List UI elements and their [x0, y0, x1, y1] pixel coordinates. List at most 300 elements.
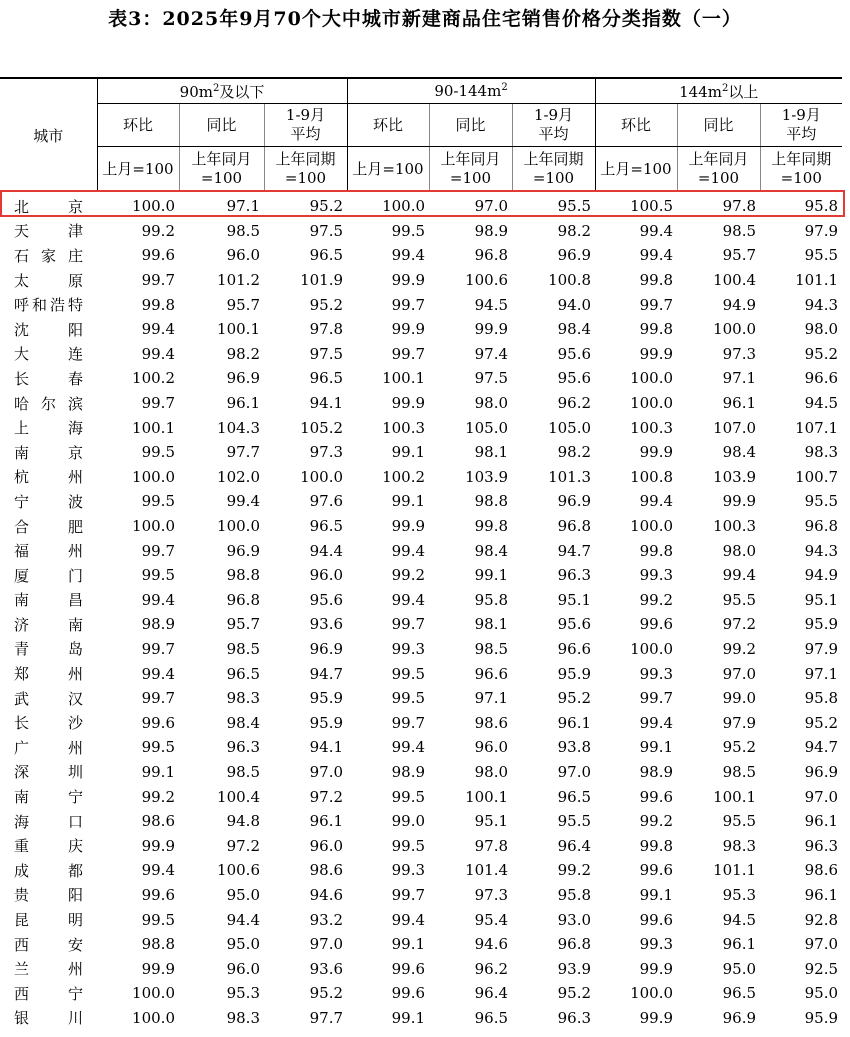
city-name: 太 原	[14, 271, 83, 290]
index-value: 97.0	[804, 935, 839, 954]
index-value: 100.1	[465, 787, 509, 806]
city-name: 贵 阳	[14, 886, 83, 905]
index-value: 95.6	[309, 590, 344, 609]
index-value: 97.9	[804, 221, 839, 240]
city-name: 呼 和 浩 特	[14, 296, 83, 315]
index-value: 96.1	[804, 812, 839, 831]
index-value: 98.3	[804, 443, 839, 462]
index-value: 105.0	[548, 418, 592, 437]
index-value: 95.9	[804, 615, 839, 634]
index-value: 94.1	[309, 394, 344, 413]
index-value: 94.4	[226, 910, 260, 929]
index-value: 99.7	[391, 295, 426, 314]
table-row	[0, 710, 842, 735]
index-value: 95.5	[722, 812, 757, 831]
index-value: 100.5	[630, 197, 674, 216]
index-value: 95.3	[722, 885, 757, 904]
index-value: 96.8	[557, 935, 592, 954]
index-value: 97.9	[722, 713, 757, 732]
col-header-yoy: 同比	[179, 104, 264, 147]
table-row	[0, 833, 842, 858]
table-row	[0, 489, 842, 514]
table-row	[0, 612, 842, 637]
table-row	[0, 292, 842, 317]
table-row	[0, 735, 842, 760]
index-value: 94.6	[474, 935, 509, 954]
index-value: 99.9	[391, 394, 426, 413]
index-value: 98.8	[141, 935, 175, 954]
index-value: 101.3	[548, 467, 592, 486]
index-value: 99.1	[391, 443, 426, 462]
index-value: 99.4	[391, 738, 426, 757]
index-value: 100.0	[630, 984, 674, 1003]
index-value: 94.5	[804, 394, 839, 413]
index-value: 95.7	[722, 246, 757, 265]
index-value: 101.4	[465, 861, 509, 880]
city-name: 济 南	[14, 615, 83, 634]
index-value: 93.2	[309, 910, 344, 929]
index-value: 96.3	[557, 566, 592, 585]
index-value: 100.6	[465, 271, 509, 290]
index-value: 100.0	[217, 517, 260, 536]
index-value: 99.9	[141, 836, 175, 855]
index-value: 101.1	[713, 861, 757, 880]
index-value: 100.0	[630, 639, 674, 658]
table-row	[0, 588, 842, 613]
index-value: 99.7	[141, 271, 175, 290]
group-header-144-above: $144m^2$以上	[595, 78, 842, 104]
index-value: 99.4	[141, 590, 175, 609]
index-value: 95.5	[804, 492, 839, 511]
index-value: 98.8	[474, 492, 509, 511]
col-base-yoy: 上年同月=100	[677, 147, 760, 192]
index-value: 107.0	[713, 418, 757, 437]
table-row	[0, 219, 842, 244]
index-value: 96.0	[474, 738, 509, 757]
index-value: 97.3	[309, 443, 344, 462]
table-row	[0, 538, 842, 563]
index-value: 99.8	[474, 517, 509, 536]
index-value: 97.7	[309, 1008, 344, 1027]
index-value: 95.6	[557, 344, 592, 363]
index-value: 99.4	[722, 566, 757, 585]
index-value: 98.2	[557, 221, 592, 240]
index-value: 95.6	[557, 369, 592, 388]
index-value: 96.3	[226, 738, 260, 757]
index-value: 99.9	[391, 320, 426, 339]
city-name: 深 圳	[14, 763, 83, 782]
city-header: 城市	[0, 78, 97, 192]
index-value: 95.2	[309, 197, 344, 216]
city-name: 郑 州	[14, 665, 83, 684]
index-value: 98.5	[722, 221, 757, 240]
index-value: 99.6	[141, 246, 175, 265]
index-value: 96.8	[557, 517, 592, 536]
index-value: 99.0	[391, 812, 426, 831]
index-value: 99.9	[722, 492, 757, 511]
index-value: 100.0	[630, 369, 674, 388]
index-value: 96.1	[226, 394, 260, 413]
index-value: 99.7	[391, 713, 426, 732]
index-value: 99.9	[474, 320, 509, 339]
index-value: 95.5	[557, 197, 592, 216]
index-value: 95.0	[722, 959, 757, 978]
index-value: 96.5	[226, 664, 260, 683]
index-value: 99.7	[141, 639, 175, 658]
city-name: 厦 门	[14, 566, 83, 585]
index-value: 98.5	[226, 639, 260, 658]
city-name: 西 安	[14, 935, 83, 954]
index-value: 100.3	[713, 517, 757, 536]
index-value: 99.5	[141, 443, 175, 462]
index-value: 95.1	[474, 812, 509, 831]
index-value: 97.4	[474, 344, 509, 363]
index-value: 98.2	[557, 443, 592, 462]
index-value: 96.1	[722, 935, 757, 954]
index-value: 96.5	[557, 787, 592, 806]
index-value: 95.2	[804, 713, 839, 732]
index-value: 97.0	[309, 762, 344, 781]
index-value: 96.1	[722, 394, 757, 413]
index-value: 98.8	[226, 566, 260, 585]
index-value: 98.5	[722, 762, 757, 781]
index-value: 96.6	[557, 639, 592, 658]
index-value: 99.5	[391, 664, 426, 683]
index-value: 99.9	[639, 344, 674, 363]
index-value: 96.3	[804, 836, 839, 855]
index-value: 95.5	[722, 590, 757, 609]
city-name: 西 宁	[14, 984, 83, 1003]
table-row	[0, 637, 842, 662]
index-value: 98.3	[722, 836, 757, 855]
index-value: 98.6	[804, 861, 839, 880]
city-name: 长 沙	[14, 714, 83, 733]
index-value: 96.1	[557, 713, 592, 732]
index-value: 100.6	[217, 861, 260, 880]
index-value: 99.4	[639, 246, 674, 265]
index-value: 98.4	[557, 320, 592, 339]
index-value: 99.1	[141, 762, 175, 781]
index-value: 99.4	[391, 246, 426, 265]
index-value: 107.1	[795, 418, 839, 437]
index-value: 95.0	[226, 885, 260, 904]
index-value: 100.1	[217, 320, 260, 339]
index-value: 98.1	[474, 615, 509, 634]
price-index-table	[0, 77, 842, 1030]
table-row	[0, 440, 842, 465]
city-name: 兰 州	[14, 960, 83, 979]
index-value: 96.5	[722, 984, 757, 1003]
index-value: 96.2	[557, 394, 592, 413]
city-name: 石 家 庄	[14, 246, 83, 265]
city-name: 南 昌	[14, 591, 83, 610]
index-value: 94.9	[804, 566, 839, 585]
index-value: 95.3	[226, 984, 260, 1003]
index-value: 99.4	[226, 492, 260, 511]
table-row	[0, 686, 842, 711]
table-row	[0, 268, 842, 293]
index-value: 97.2	[722, 615, 757, 634]
table-row	[0, 366, 842, 391]
index-value: 97.3	[474, 885, 509, 904]
index-value: 98.2	[226, 344, 260, 363]
index-value: 100.1	[713, 787, 757, 806]
index-value: 99.3	[639, 664, 674, 683]
index-value: 95.1	[804, 590, 839, 609]
index-value: 99.4	[391, 590, 426, 609]
col-header-ytd-avg: 1-9月平均	[512, 104, 595, 147]
city-name: 杭 州	[14, 468, 83, 487]
index-value: 95.8	[474, 590, 509, 609]
index-value: 95.5	[557, 812, 592, 831]
index-value: 100.4	[713, 271, 757, 290]
index-value: 98.9	[639, 762, 674, 781]
index-value: 99.7	[639, 295, 674, 314]
index-value: 95.7	[226, 615, 260, 634]
table-row	[0, 809, 842, 834]
col-base-mom: 上月=100	[595, 147, 677, 192]
index-value: 105.0	[465, 418, 509, 437]
index-value: 96.9	[309, 639, 344, 658]
index-value: 96.3	[557, 1008, 592, 1027]
index-value: 95.8	[804, 689, 839, 708]
index-value: 95.5	[804, 246, 839, 265]
index-value: 99.1	[391, 935, 426, 954]
index-value: 94.6	[309, 885, 344, 904]
index-value: 99.4	[141, 320, 175, 339]
table-row	[0, 342, 842, 367]
index-value: 99.4	[639, 713, 674, 732]
index-value: 97.8	[722, 197, 757, 216]
index-value: 100.0	[630, 394, 674, 413]
index-value: 100.2	[382, 467, 426, 486]
table-row	[0, 956, 842, 981]
index-value: 96.9	[804, 762, 839, 781]
index-value: 100.8	[548, 271, 592, 290]
index-value: 103.9	[713, 467, 757, 486]
city-name: 宁 波	[14, 492, 83, 511]
index-value: 94.1	[309, 738, 344, 757]
index-value: 100.0	[132, 984, 175, 1003]
index-value: 94.7	[557, 541, 592, 560]
index-value: 101.2	[217, 271, 260, 290]
index-value: 99.1	[639, 885, 674, 904]
table-row	[0, 243, 842, 268]
index-value: 94.3	[804, 295, 839, 314]
index-value: 99.4	[391, 910, 426, 929]
index-value: 94.8	[226, 812, 260, 831]
index-value: 99.3	[639, 935, 674, 954]
index-value: 99.2	[557, 861, 592, 880]
index-value: 98.9	[391, 762, 426, 781]
city-name: 合 肥	[14, 517, 83, 536]
index-value: 99.1	[391, 492, 426, 511]
city-name: 海 口	[14, 812, 83, 831]
index-value: 98.0	[474, 394, 509, 413]
index-value: 99.8	[639, 271, 674, 290]
city-name: 南 京	[14, 443, 83, 462]
table-row	[0, 981, 842, 1006]
table-row	[0, 784, 842, 809]
col-header-ytd-avg: 1-9月平均	[760, 104, 842, 147]
table-row	[0, 465, 842, 490]
index-value: 97.7	[226, 443, 260, 462]
index-value: 96.6	[804, 369, 839, 388]
index-value: 94.5	[474, 295, 509, 314]
table-row	[0, 1006, 842, 1031]
index-value: 99.9	[391, 271, 426, 290]
index-value: 97.2	[226, 836, 260, 855]
index-value: 93.6	[309, 959, 344, 978]
index-value: 96.9	[226, 369, 260, 388]
index-value: 95.2	[309, 295, 344, 314]
index-value: 99.7	[141, 689, 175, 708]
index-value: 99.7	[141, 541, 175, 560]
col-header-yoy: 同比	[429, 104, 512, 147]
table-row	[0, 932, 842, 957]
index-value: 96.8	[804, 517, 839, 536]
index-value: 96.9	[557, 246, 592, 265]
table-row	[0, 192, 842, 219]
index-value: 95.2	[722, 738, 757, 757]
index-value: 99.5	[141, 910, 175, 929]
index-value: 97.5	[474, 369, 509, 388]
index-value: 97.0	[722, 664, 757, 683]
table-row	[0, 391, 842, 416]
index-value: 98.5	[226, 762, 260, 781]
index-value: 94.0	[557, 295, 592, 314]
index-value: 95.8	[557, 885, 592, 904]
index-value: 93.8	[557, 738, 592, 757]
index-value: 98.0	[474, 762, 509, 781]
city-name: 银 川	[14, 1009, 83, 1028]
index-value: 96.4	[474, 984, 509, 1003]
index-value: 97.2	[309, 787, 344, 806]
index-value: 100.0	[300, 467, 344, 486]
index-value: 98.3	[226, 1008, 260, 1027]
index-value: 97.5	[309, 221, 344, 240]
index-value: 101.1	[795, 271, 839, 290]
index-value: 99.6	[639, 910, 674, 929]
index-value: 100.2	[132, 369, 175, 388]
index-value: 100.3	[382, 418, 426, 437]
index-value: 95.6	[557, 615, 592, 634]
table-row	[0, 661, 842, 686]
index-value: 97.1	[226, 197, 260, 216]
index-value: 94.4	[309, 541, 344, 560]
index-value: 99.6	[141, 713, 175, 732]
index-value: 96.9	[722, 1008, 757, 1027]
index-value: 99.9	[141, 959, 175, 978]
col-header-mom: 环比	[595, 104, 677, 147]
index-value: 99.9	[639, 443, 674, 462]
index-value: 98.6	[309, 861, 344, 880]
index-value: 100.0	[132, 467, 175, 486]
index-value: 96.4	[557, 836, 592, 855]
index-value: 96.2	[474, 959, 509, 978]
index-value: 93.9	[557, 959, 592, 978]
index-value: 100.0	[132, 517, 175, 536]
index-value: 97.0	[309, 935, 344, 954]
index-value: 95.2	[557, 984, 592, 1003]
index-value: 94.5	[722, 910, 757, 929]
city-name: 成 都	[14, 861, 83, 880]
index-value: 100.8	[630, 467, 674, 486]
index-value: 99.7	[391, 885, 426, 904]
city-name: 大 连	[14, 345, 83, 364]
index-value: 98.0	[804, 320, 839, 339]
index-value: 95.9	[309, 689, 344, 708]
index-value: 98.0	[722, 541, 757, 560]
index-value: 99.9	[639, 959, 674, 978]
index-value: 95.7	[226, 295, 260, 314]
index-value: 99.8	[141, 295, 175, 314]
index-value: 99.2	[141, 221, 175, 240]
index-value: 99.9	[639, 1008, 674, 1027]
table-row	[0, 317, 842, 342]
index-value: 95.8	[804, 197, 839, 216]
table-row	[0, 760, 842, 785]
index-value: 97.5	[309, 344, 344, 363]
index-value: 95.9	[309, 713, 344, 732]
city-name: 哈 尔 滨	[14, 394, 83, 413]
col-base-ytd-avg: 上年同期=100	[264, 147, 347, 192]
index-value: 99.2	[141, 787, 175, 806]
index-value: 99.2	[391, 566, 426, 585]
index-value: 99.5	[391, 221, 426, 240]
city-name: 上 海	[14, 419, 83, 438]
index-value: 99.4	[141, 861, 175, 880]
col-base-yoy: 上年同月=100	[429, 147, 512, 192]
index-value: 99.6	[639, 861, 674, 880]
city-name: 青 岛	[14, 640, 83, 659]
city-name: 广 州	[14, 738, 83, 757]
index-value: 99.0	[722, 689, 757, 708]
index-value: 99.3	[391, 861, 426, 880]
index-value: 96.0	[226, 959, 260, 978]
index-value: 99.9	[391, 517, 426, 536]
index-value: 99.4	[391, 541, 426, 560]
index-value: 95.2	[309, 984, 344, 1003]
index-value: 99.5	[141, 492, 175, 511]
index-value: 99.1	[391, 1008, 426, 1027]
index-value: 98.4	[722, 443, 757, 462]
index-value: 96.5	[474, 1008, 509, 1027]
index-value: 96.5	[309, 517, 344, 536]
index-value: 100.0	[630, 517, 674, 536]
city-name: 北 京	[14, 197, 83, 216]
group-header-90-below: $90m^2$及以下	[97, 78, 347, 104]
index-value: 96.6	[474, 664, 509, 683]
col-base-yoy: 上年同月=100	[179, 147, 264, 192]
index-value: 102.0	[217, 467, 260, 486]
city-name: 长 春	[14, 369, 83, 388]
index-value: 100.0	[132, 1008, 175, 1027]
index-value: 99.6	[141, 885, 175, 904]
index-value: 100.1	[382, 369, 426, 388]
index-value: 94.9	[722, 295, 757, 314]
index-value: 97.8	[474, 836, 509, 855]
index-value: 100.0	[382, 197, 426, 216]
index-value: 98.5	[226, 221, 260, 240]
index-value: 94.7	[804, 738, 839, 757]
index-value: 99.5	[391, 787, 426, 806]
col-header-ytd-avg: 1-9月平均	[264, 104, 347, 147]
index-value: 99.4	[639, 492, 674, 511]
city-name: 沈 阳	[14, 320, 83, 339]
index-value: 95.9	[804, 1008, 839, 1027]
col-header-yoy: 同比	[677, 104, 760, 147]
